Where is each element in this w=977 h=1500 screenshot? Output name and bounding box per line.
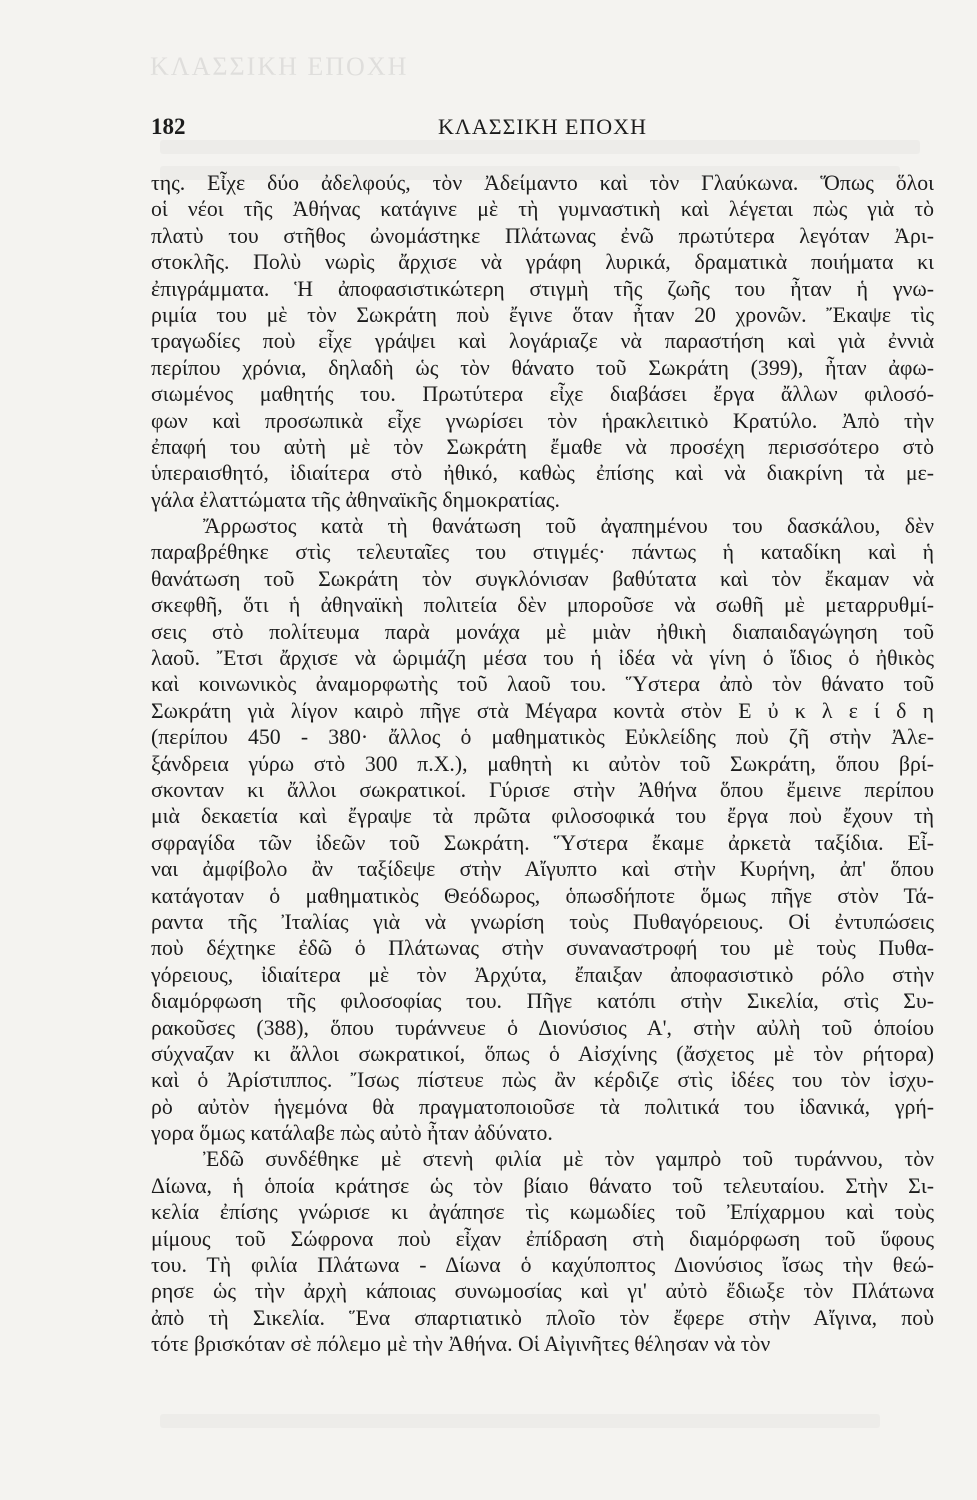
text-line: σεις στὸ πολίτευμα παρὰ μονάχα μὲ μιὰν ἠθικὴ διαπαιδαγώγηση τοῦ (151, 619, 934, 644)
paragraph (151, 513, 934, 1146)
text-line: (περίπου 450 - 380· ἄλλος ὁ μαθηματικὸς Εὐκλείδης ποὺ ζῆ στὴν Ἀλε- (151, 725, 934, 750)
text-line: στοκλῆς. Πολὺ νωρὶς ἄρχισε νὰ γράφη λυρικά, δραματικὰ ποιήματα κι (151, 250, 934, 275)
text-line: σύχναζαν κι ἄλλοι σωκρατικοί, ὅπως ὁ Αἰσχίνης (ἄσχετος μὲ τὸν ρήτορα) (151, 1041, 934, 1066)
text-line: σκεφθῆ, ὅτι ἡ ἀθηναϊκὴ πολιτεία δὲν μποροῦσε νὰ σωθῆ μὲ μεταρρυθμί- (151, 593, 934, 618)
page-number: 182 (151, 114, 186, 139)
text-line: σκονταν κι ἄλλοι σωκρατικοί. Γύρισε στὴν Ἀθήνα ὅπου ἔμεινε περίπου (151, 777, 934, 802)
show-through-header-text: ΚΛΑΣΣΙΚΗ ΕΠΟΧΗ (150, 52, 409, 81)
text-line: περίπου χρόνια, δηλαδὴ ὡς τὸν θάνατο τοῦ Σωκράτη (399), ἦταν ἀφω- (151, 355, 934, 380)
text-line: ὑπεραισθητό, ἰδιαίτερα στὸ ἠθικό, καθὼς ἐπίσης καὶ νὰ διακρίνη τὰ με- (151, 461, 934, 486)
text-line: ναι ἀμφίβολο ἂν ταξίδεψε στὴν Αἴγυπτο καὶ στὴν Κυρήνη, ἀπ' ὅπου (151, 857, 934, 882)
show-through-header (150, 52, 930, 92)
text-line: καὶ ὁ Ἀρίστιππος. Ἴσως πίστευε πὼς ἂν κέρδιζε στὶς ἰδέες του τὸν ἰσχυ- (151, 1068, 934, 1093)
running-head: ΚΛΑΣΣΙΚΗ ΕΠΟΧΗ (438, 114, 647, 139)
text-line: ξάνδρεια γύρω στὸ 300 π.Χ.), μαθητὴ κι αὐτὸν τοῦ Σωκράτη, ὅπου βρί- (151, 751, 934, 776)
text-line: σφραγίδα τῶν ἰδεῶν τοῦ Σωκράτη. Ὕστερα ἔκαμε ἀρκετὰ ταξίδια. Εἶ- (151, 830, 934, 855)
text-line: γάλα ἐλαττώματα τῆς ἀθηναϊκῆς δημοκρατίας. (151, 487, 560, 512)
page-header (151, 102, 934, 142)
text-line: μιὰ δεκαετία καὶ ἔγραψε τὰ πρῶτα φιλοσοφικά του ἔργα ποὺ ἔχουν τὴ (151, 804, 934, 829)
text-line: τραγωδίες ποὺ εἶχε γράψει καὶ λογάριαζε νὰ παραστήση καὶ γιὰ ἐννιὰ (151, 329, 934, 354)
paragraph (151, 1146, 934, 1357)
text-line: ριμία του μὲ τὸν Σωκράτη ποὺ ἔγινε ὅταν ἦταν 20 χρονῶν. Ἔκαψε τὶς (151, 302, 934, 327)
text-line: ἐπαφή του αὐτὴ μὲ τὸν Σωκράτη ἔμαθε νὰ προσέχη περισσότερο στὸ (151, 434, 934, 459)
show-through-line (160, 1414, 880, 1428)
text-line: Σωκράτη γιὰ λίγον καιρὸ πῆγε στὰ Μέγαρα κοντὰ στὸν Ε ὐ κ λ ε ί δ η (151, 698, 934, 723)
text-line: κατάγοταν ὁ μαθηματικὸς Θεόδωρος, ὁπωσδήποτε ὅμως πῆγε στὸν Τά- (151, 883, 934, 908)
text-line: καὶ κοινωνικὸς ἀναμορφωτὴς τοῦ λαοῦ του. Ὕστερα ἀπὸ τὸν θάνατο τοῦ (151, 672, 934, 697)
text-line: ρησε ὡς τὴν ἀρχὴ κάποιας συνωμοσίας καὶ γι' αὐτὸ ἔδιωξε τὸν Πλάτωνα (151, 1279, 934, 1304)
text-line: γορα ὅμως κατάλαβε πὼς αὐτὸ ἦταν ἀδύνατο. (151, 1121, 553, 1146)
text-line: Ἐδῶ συνδέθηκε μὲ στενὴ φιλία μὲ τὸν γαμπρὸ τοῦ τυράννου, τὸν (203, 1147, 934, 1172)
text-line: μίμους τοῦ Σώφρονα ποὺ εἶχαν ἐπίδραση στὴ διαμόρφωση τοῦ ὕφους (151, 1226, 934, 1251)
text-line: τότε βρισκόταν σὲ πόλεμο μὲ τὴν Ἀθήνα. Οἱ Αἰγινῆτες θέλησαν νὰ τὸν (151, 1332, 771, 1357)
text-line: ρὸ αὐτὸν ἡγεμόνα θὰ πραγματοποιοῦσε τὰ πολιτικά του ἰδανικά, γρή- (151, 1094, 934, 1119)
paragraph (151, 170, 934, 513)
text-line: ρακοῦσες (388), ὅπου τυράννευε ὁ Διονύσιος Α', στὴν αὐλὴ τοῦ ὁποίου (151, 1015, 934, 1040)
text-line: γόρειους, ἰδιαίτερα μὲ τὸν Ἀρχύτα, ἔπαιξαν ἀποφασιστικὸ ρόλο στὴν (151, 962, 934, 987)
body-text (151, 170, 934, 1358)
text-line: φων καὶ προσωπικὰ εἶχε γνωρίσει τὸν ἡρακλειτικὸ Κρατύλο. Ἀπὸ τὴν (151, 408, 934, 433)
text-line: της. Εἶχε δύο ἀδελφούς, τὸν Ἀδείμαντο καὶ τὸν Γλαύκωνα. Ὅπως ὅλοι (151, 171, 934, 195)
text-line: ἀπὸ τὴ Σικελία. Ἕνα σπαρτιατικὸ πλοῖο τὸν ἔφερε στὴν Αἴγινα, ποὺ (151, 1305, 934, 1330)
text-line: Δίωνα, ἡ ὁποία κράτησε ὡς τὸν βίαιο θάνατο τοῦ τελευταίου. Στὴν Σι- (151, 1173, 934, 1198)
text-line: ποὺ δέχτηκε ἐδῶ ὁ Πλάτωνας στὴν συναναστροφή του μὲ τοὺς Πυθα- (151, 936, 934, 961)
text-line: θανάτωση τοῦ Σωκράτη τὸν συγκλόνισαν βαθύτατα καὶ τὸν ἔκαμαν νὰ (151, 566, 934, 591)
text-line: παραβρέθηκε στὶς τελευταῖες του στιγμές· πάντως ἡ καταδίκη καὶ ἡ (151, 540, 934, 565)
text-line: σιωμένος μαθητής του. Πρωτύτερα εἶχε διαβάσει ἔργα ἄλλων φιλοσό- (151, 382, 934, 407)
text-line: διαμόρφωση τῆς φιλοσοφίας του. Πῆγε κατόπι στὴν Σικελία, στὶς Συ- (151, 989, 934, 1014)
text-line: πλατὺ του στῆθος ὠνομάστηκε Πλάτωνας ἐνῶ πρωτύτερα λεγόταν Ἀρι- (151, 223, 934, 248)
text-line: λαοῦ. Ἔτσι ἄρχισε νὰ ὡριμάζη μέσα του ἡ ἰδέα νὰ γίνη ὁ ἴδιος ὁ ἠθικὸς (151, 646, 934, 671)
text-line: του. Τὴ φιλία Πλάτωνα - Δίωνα ὁ καχύποπτος Διονύσιος ἴσως τὴν θεώ- (151, 1253, 934, 1278)
text-line: ραντα τῆς Ἰταλίας γιὰ νὰ γνωρίση τοὺς Πυθαγόρειους. Οἱ ἐντυπώσεις (151, 909, 934, 934)
text-line: κελία ἐπίσης γνώρισε κι ἀγάπησε τὶς κωμωδίες τοῦ Ἐπίχαρμου καὶ τοὺς (151, 1200, 934, 1225)
text-line: Ἄρρωστος κατὰ τὴ θανάτωση τοῦ ἀγαπημένου του δασκάλου, δὲν (203, 514, 934, 539)
text-line: ἐπιγράμματα. Ἡ ἀποφασιστικώτερη στιγμὴ τῆς ζωῆς του ἦταν ἡ γνω- (151, 276, 934, 301)
text-line: οἱ νέοι τῆς Ἀθήνας κατάγινε μὲ τὴ γυμναστικὴ καὶ λέγεται πὼς γιὰ τὸ (151, 197, 934, 222)
show-through-line (160, 140, 920, 154)
